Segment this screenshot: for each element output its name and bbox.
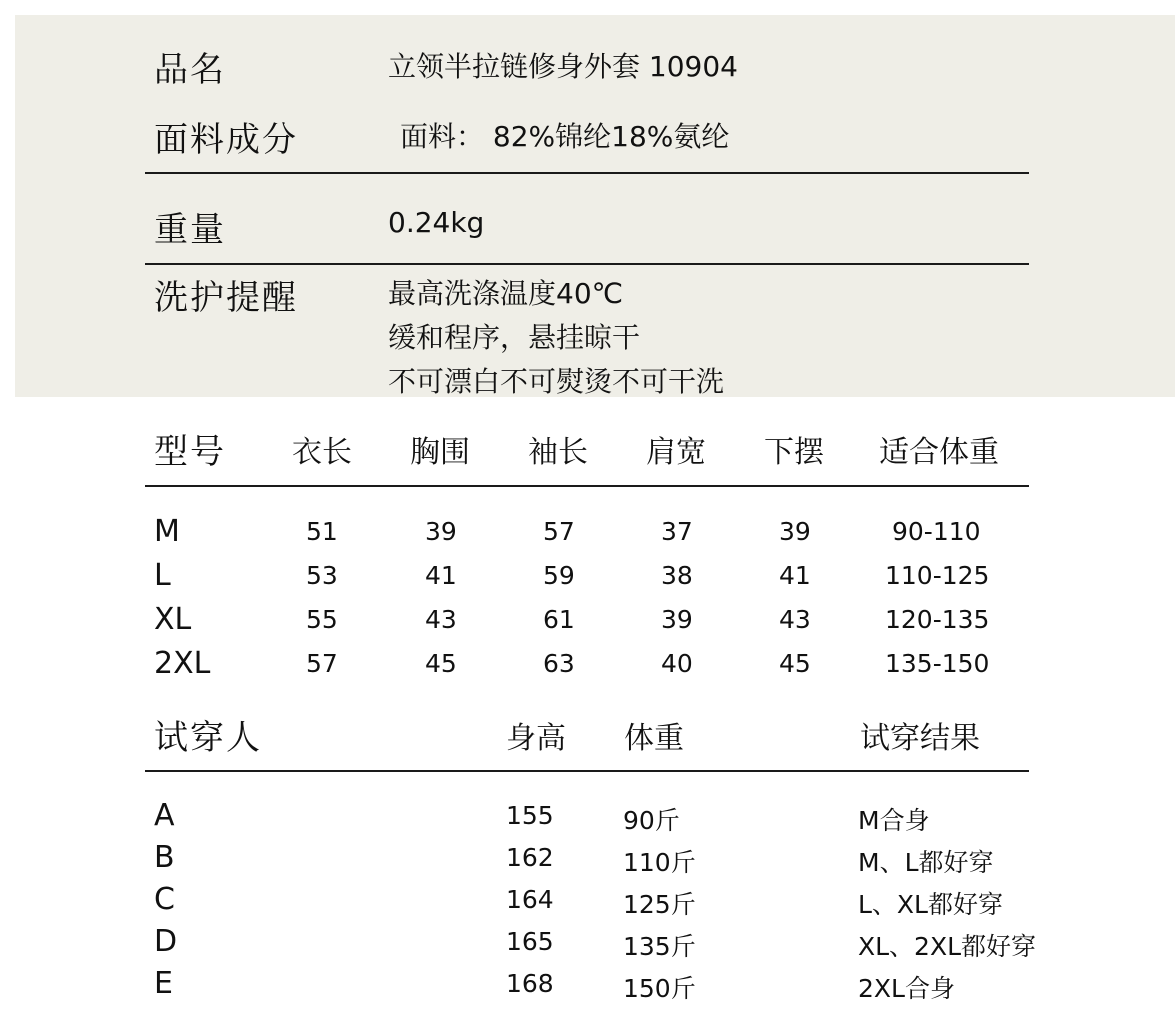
table-cell: 57 (306, 649, 338, 678)
person-cell: E (154, 966, 173, 1001)
tryon-table-header: 身高 (506, 721, 566, 756)
table-cell: 61 (543, 605, 575, 634)
table-cell: 57 (543, 517, 575, 546)
table-cell: 37 (661, 517, 693, 546)
size-cell: M (154, 514, 180, 549)
tryon-table-header: 试穿结果 (860, 721, 980, 756)
table-cell: 155 (506, 801, 554, 830)
table-cell: 120-135 (885, 605, 990, 634)
table-cell: 2XL合身 (858, 974, 955, 1003)
table-cell: 110-125 (885, 561, 990, 590)
table-cell: 63 (543, 649, 575, 678)
size-cell: L (154, 558, 171, 593)
table-cell: 150斤 (623, 974, 696, 1003)
weight-label: 重量 (154, 210, 226, 250)
person-cell: B (154, 840, 175, 875)
table-cell: 39 (425, 517, 457, 546)
size-table-header-model: 型号 (154, 432, 226, 472)
weight-value: 0.24kg (388, 206, 485, 239)
table-cell: 38 (661, 561, 693, 590)
table-cell: M、L都好穿 (858, 848, 994, 877)
person-cell: C (154, 882, 175, 917)
table-cell: 168 (506, 969, 554, 998)
table-cell: 125斤 (623, 890, 696, 919)
table-cell: 162 (506, 843, 554, 872)
fabric-value: 面料： 82%锦纶18%氨纶 (400, 120, 730, 153)
table-cell: XL、2XL都好穿 (858, 932, 1037, 961)
table-cell: M合身 (858, 806, 930, 835)
size-table-header: 袖长 (528, 435, 588, 470)
table-cell: 90-110 (892, 517, 981, 546)
product-name-label: 品名 (154, 50, 226, 90)
care-line: 不可漂白不可熨烫不可干洗 (388, 365, 725, 398)
table-cell: 39 (661, 605, 693, 634)
size-table-header: 胸围 (410, 435, 470, 470)
table-cell: 164 (506, 885, 554, 914)
divider (145, 263, 1029, 265)
care-label: 洗护提醒 (154, 278, 298, 318)
tryon-table-header: 体重 (624, 721, 684, 756)
size-table-header: 肩宽 (646, 435, 706, 470)
divider (145, 172, 1029, 174)
table-cell: 43 (779, 605, 811, 634)
table-cell: 59 (543, 561, 575, 590)
tryon-table-header-person: 试穿人 (154, 718, 262, 758)
size-table-header: 适合体重 (879, 435, 999, 470)
table-cell: 40 (661, 649, 693, 678)
size-table-header: 下摆 (764, 435, 824, 470)
table-cell: 41 (425, 561, 457, 590)
divider (145, 770, 1029, 772)
table-cell: 45 (779, 649, 811, 678)
divider (145, 485, 1029, 487)
table-cell: 165 (506, 927, 554, 956)
table-cell: 90斤 (623, 806, 680, 835)
care-line: 最高洗涤温度40℃ (388, 277, 624, 310)
table-cell: L、XL都好穿 (858, 890, 1003, 919)
size-table-header: 衣长 (292, 435, 352, 470)
table-cell: 55 (306, 605, 338, 634)
table-cell: 51 (306, 517, 338, 546)
person-cell: D (154, 924, 178, 959)
table-cell: 135斤 (623, 932, 696, 961)
table-cell: 39 (779, 517, 811, 546)
size-cell: XL (154, 602, 192, 637)
product-name-value: 立领半拉链修身外套 10904 (388, 50, 738, 83)
fabric-label: 面料成分 (154, 120, 298, 160)
table-cell: 53 (306, 561, 338, 590)
table-cell: 135-150 (885, 649, 990, 678)
table-cell: 41 (779, 561, 811, 590)
table-cell: 110斤 (623, 848, 696, 877)
person-cell: A (154, 798, 175, 833)
size-cell: 2XL (154, 646, 211, 681)
table-cell: 45 (425, 649, 457, 678)
table-cell: 43 (425, 605, 457, 634)
care-line: 缓和程序，悬挂晾干 (388, 321, 641, 354)
